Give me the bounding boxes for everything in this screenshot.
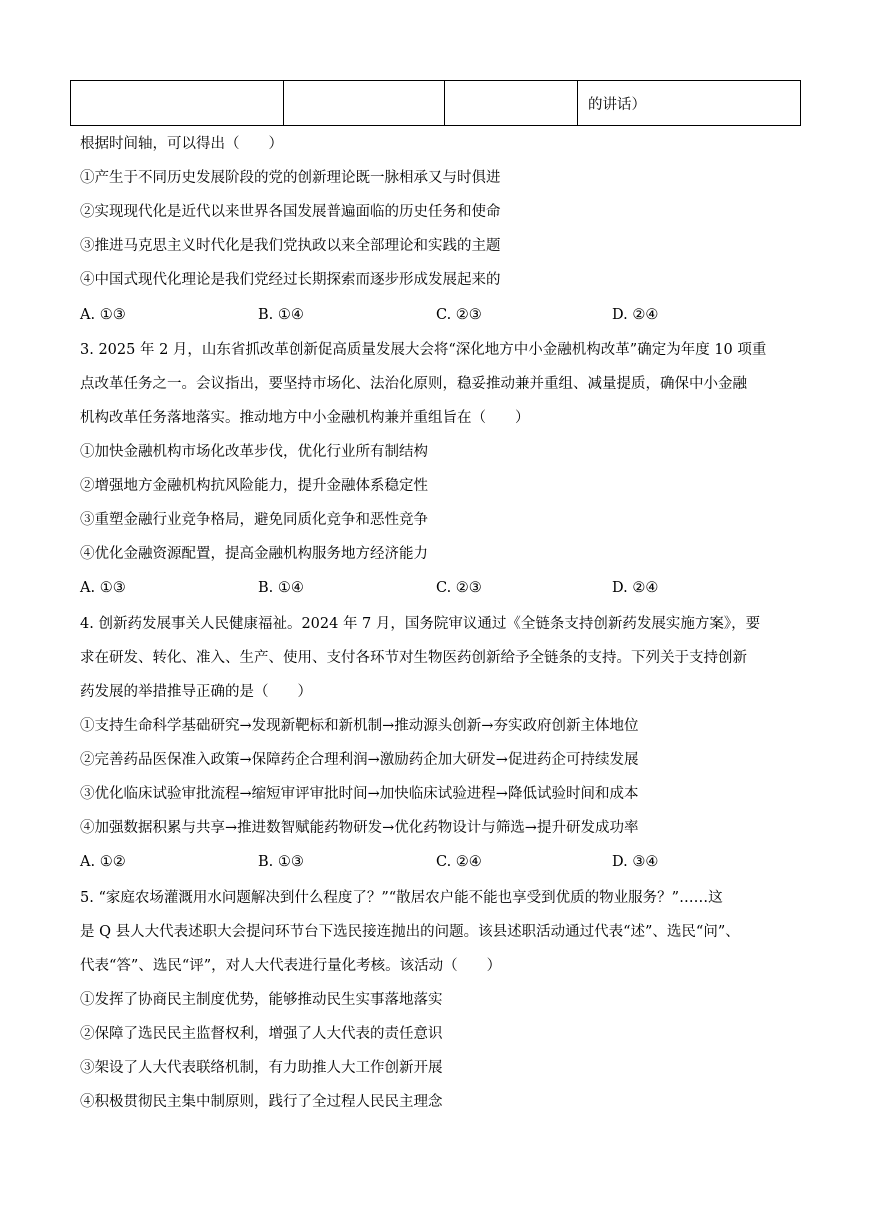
statement-4: ④积极贯彻民主集中制原则，践行了全过程人民民主理念 — [80, 1094, 443, 1110]
option-c: C. ②③ — [436, 307, 482, 323]
statement-1: ①发挥了协商民主制度优势，能够推动民生实事落地落实 — [80, 992, 443, 1008]
question-5-line-3: 代表“答”、选民“评”，对人大代表进行量化考核。该活动（ ） — [80, 958, 502, 974]
statement-1: ①产生于不同历史发展阶段的党的创新理论既一脉相承又与时俱进 — [80, 170, 501, 186]
answer-options — [80, 852, 800, 872]
statement-4: ④优化金融资源配置，提高金融机构服务地方经济能力 — [80, 546, 428, 562]
question-4-line-2: 求在研发、转化、准入、生产、使用、支付各环节对生物医药创新给予全链条的支持。下列关于支持创新 — [80, 650, 747, 666]
option-d: D. ②④ — [612, 307, 659, 323]
table-cell: 的讲话） — [578, 81, 801, 126]
question-4-line-3: 药发展的举措推导正确的是（ ） — [80, 684, 312, 700]
answer-options — [80, 305, 800, 325]
option-a: A. ①③ — [80, 307, 126, 323]
statement-3: ③优化临床试验审批流程→缩短审评审批时间→加快临床试验进程→降低试验时间和成本 — [80, 786, 639, 802]
statement-4: ④中国式现代化理论是我们党经过长期探索而逐步形成发展起来的 — [80, 272, 501, 288]
statement-3: ③重塑金融行业竞争格局，避免同质化竞争和恶性竞争 — [80, 512, 428, 528]
option-b: B. ①④ — [258, 307, 304, 323]
option-c: C. ②④ — [436, 854, 482, 870]
statement-3: ③推进马克思主义时代化是我们党执政以来全部理论和实践的主题 — [80, 238, 501, 254]
statement-3: ③架设了人大代表联络机制，有力助推人大工作创新开展 — [80, 1060, 443, 1076]
question-stem: 根据时间轴，可以得出（ ） — [80, 136, 283, 152]
table-cell — [71, 81, 284, 126]
question-5-line-1: 5. “家庭农场灌溉用水问题解决到什么程度了？”“散居农户能不能也享受到优质的物业服务？”……这 — [80, 890, 723, 906]
answer-options — [80, 578, 800, 598]
question-3-line-1: 3. 2025 年 2 月，山东省抓改革创新促高质量发展大会将“深化地方中小金融机构改革”确定为年度 10 项重 — [80, 342, 767, 358]
statement-1: ①加快金融机构市场化改革步伐，优化行业所有制结构 — [80, 444, 428, 460]
statement-2: ②完善药品医保准入政策→保障药企合理利润→激励药企加大研发→促进药企可持续发展 — [80, 752, 639, 768]
top-table — [70, 80, 801, 126]
statement-2: ②实现现代化是近代以来世界各国发展普遍面临的历史任务和使命 — [80, 204, 501, 220]
table-row — [71, 81, 801, 126]
table-cell — [284, 81, 445, 126]
question-3-line-3: 机构改革任务落地落实。推动地方中小金融机构兼并重组旨在（ ） — [80, 410, 530, 426]
question-3-line-2: 点改革任务之一。会议指出，要坚持市场化、法治化原则，稳妥推动兼并重组、减量提质，确保中小金融 — [80, 376, 747, 392]
statement-2: ②保障了选民民主监督权利，增强了人大代表的责任意识 — [80, 1026, 443, 1042]
option-d: D. ③④ — [612, 854, 659, 870]
option-b: B. ①④ — [258, 580, 304, 596]
statement-1: ①支持生命科学基础研究→发现新靶标和新机制→推动源头创新→夯实政府创新主体地位 — [80, 718, 639, 734]
question-5-line-2: 是 Q 县人大代表述职大会提问环节台下选民接连抛出的问题。该县述职活动通过代表“述”、选民“问”、 — [80, 924, 740, 940]
option-b: B. ①③ — [258, 854, 304, 870]
option-a: A. ①③ — [80, 580, 126, 596]
statement-4: ④加强数据积累与共享→推进数智赋能药物研发→优化药物设计与筛选→提升研发成功率 — [80, 820, 639, 836]
question-4-line-1: 4. 创新药发展事关人民健康福祉。2024 年 7 月，国务院审议通过《全链条支持创新药发展实施方案》，要 — [80, 616, 761, 632]
option-d: D. ②④ — [612, 580, 659, 596]
option-a: A. ①② — [80, 854, 126, 870]
option-c: C. ②③ — [436, 580, 482, 596]
table-cell — [445, 81, 578, 126]
statement-2: ②增强地方金融机构抗风险能力，提升金融体系稳定性 — [80, 478, 428, 494]
